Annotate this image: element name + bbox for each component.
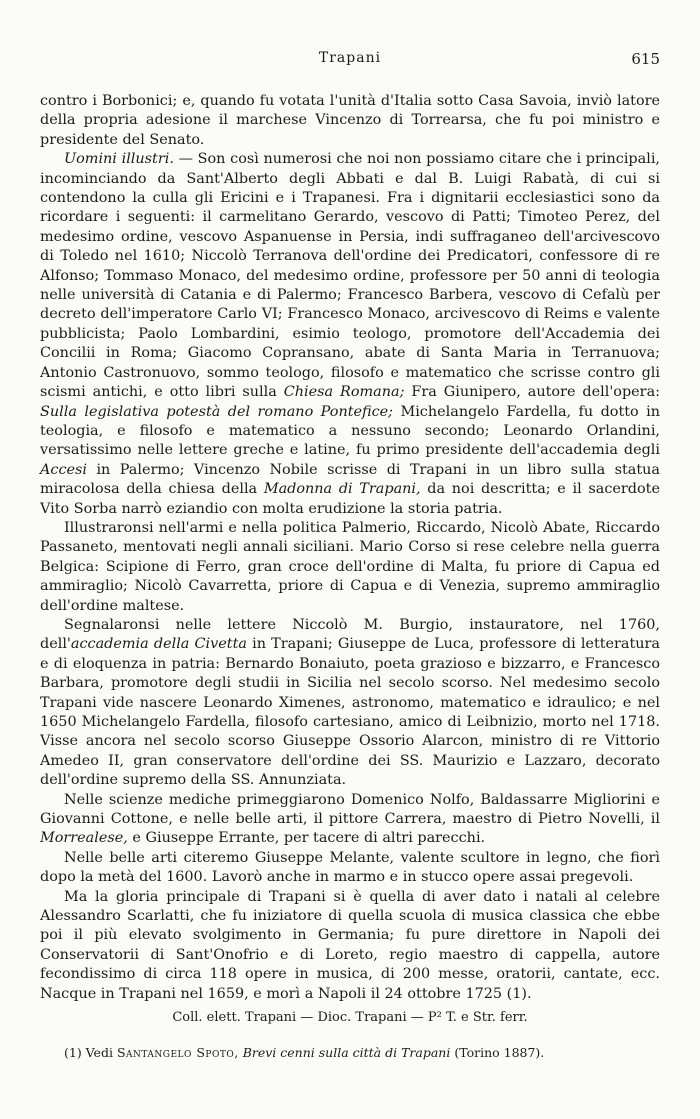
paragraph [40,616,660,791]
italic-text: Uomini illustri. [64,151,174,168]
author-name: Santangelo Spoto, [116,1045,239,1060]
paragraph [40,519,660,616]
italic-text: Morrealese, [40,830,128,847]
text-run: (1) Vedi [64,1045,117,1060]
text-run: Nelle belle arti citeremo Giuseppe Melante, valente scultore in legno, che fiorì dopo la metà del 1600. Lavorò anche in marmo e in stucco opere assai pregevoli. [40,849,660,886]
paragraph [40,150,660,519]
page-number: 615 [631,50,660,68]
italic-text: Madonna di Trapani, [263,481,421,498]
footnote [64,1045,660,1060]
page-header [40,50,660,72]
text-run: Ma la gloria principale di Trapani si è quella di aver dato i natali al celebre Alessandro Scarlatti, che fu iniziatore di quella scuola di musica classica che ebbe poi il più elevato svolgimento in Germania; fu pure direttore in Napoli dei Conservatorii di Sant'Onofrio e di Loreto, regio maestro di cappella, autore fecondissimo di circa 118 opere in musica, di 200 messe, oratorii, cantate, ecc. Nacque in Trapani nel 1659, e morì a Napoli il 24 ottobre 1725 (1). [40,888,660,1002]
text-run: Fra Giunipero, autore dell'opera: [404,384,660,401]
text-run: Segnalaronsi nelle lettere Niccolò M. Burgio, instauratore, nel 1760, dell' [40,616,660,653]
text-run: (Torino 1887). [450,1045,545,1060]
body-text [40,92,660,1028]
running-head: Trapani [318,50,382,66]
text-run: Nelle scienze mediche primeggiarono Domenico Nolfo, Baldassarre Migliorini e Giovanni Cottone, e nelle belle arti, il pittore Carrera, maestro di Pietro Novelli, il [40,791,660,828]
italic-text: accademia della Civetta [70,636,247,653]
paragraph [40,791,660,849]
text-run: Michelangelo Fardella, fu dotto in teologia, e filosofo e matematico a nessuno secondo; Leonardo Orlandini, versatissimo nelle lettere greche e latine, fu primo presidente dell'accademia degli [40,403,660,459]
text-run: e Giuseppe Errante, per tacere di altri parecchi. [127,830,486,847]
text-run: in Trapani; Giuseppe de Luca, professore di letteratura e di eloquenza in patria: Bernardo Bonaiuto, poeta grazioso e bizzarro, e Francesco Barbara, promotore degli studii in Sicilia nel secolo scorso. Nel medesimo secolo Trapani vide nascere Leonardo Ximenes, astronomo, matematico e idraulico; e nel 1650 Michelangelo Fardella, filosofo cartesiano, amico di Leibnizio, morto nel 1718. Visse ancora nel secolo scorso Giuseppe Ossorio Alarcon, ministro di re Vittorio Amedeo II, gran conservatore dell'ordine dei SS. Maurizio e Lazzaro, decorato dell'ordine supremo della SS. Annunziata. [40,636,660,789]
paragraph [40,888,660,1004]
italic-text: Accesi [40,461,88,478]
text-run: — Son così numerosi che noi non possiamo citare che i principali, incominciando da Sant'Alberto degli Abbati e dal B. Luigi Rabatà, di cui si contendono la culla gli Ericini e i Trapanesi. Fra i dignitarii ecclesiastici sono da ricordare i seguenti: il carmelitano Gerardo, vescovo di Patti; Timoteo Perez, del medesimo ordine, vescovo Aspanuense in Persia, indi suffraganeo dell'arcivescovo di Toledo nel 1610; Niccolò Terranova dell'ordine dei Predicatori, confessore di re Alfonso; Tommaso Monaco, del medesimo ordine, professore per 50 anni di teologia nelle università di Catania e di Palermo; Francesco Barbera, vescovo di Cefalù per decreto dell'imperatore Carlo VI; Francesco Monaco, arcivescovo di Reims e valente pubblicista; Paolo Lombardini, esimio teologo, promotore dell'Accademia dei Concilii in Roma; Giacomo Copransano, abate di Santa Maria in Terranuova; Antonio Castronuovo, sommo teologo, filosofo e matematico che scrisse contro gli scismi antichi, e otto libri sulla [40,151,660,401]
source-line: Coll. elett. Trapani — Dioc. Trapani — P² T. e Str. ferr. [172,1010,528,1026]
text-run: da noi descritta; e il sacerdote Vito Sorba narrò eziandio con molta erudizione la storia patria. [40,481,660,517]
italic-text: Chiesa Romana; [283,384,405,401]
paragraph [40,849,660,888]
text-run: in Palermo; Vincenzo Nobile scrisse di Trapani in un libro sulla statua miracolosa della chiesa della [40,461,660,498]
text-run: Illustraronsi nell'armi e nella politica Palmerio, Riccardo, Nicolò Abate, Riccardo Passaneto, mentovati negli annali siciliani. Mario Corso si rese celebre nella guerra Belgica: Scipione di Ferro, gran croce dell'ordine di Malta, fu priore di Capua ed ammiraglio; Nicolò Cavarretta, priore di Capua e di Venezia, supremo ammiraglio dell'ordine maltese. [40,519,660,614]
italic-text: Sulla legislativa potestà del romano Pontefice; [40,403,394,420]
paragraph [40,92,660,150]
italic-text: Brevi cenni sulla città di Trapani [242,1045,451,1060]
text-run: contro i Borbonici; e, quando fu votata l'unità d'Italia sotto Casa Savoia, inviò latore della propria adesione il marchese Vincenzo di Torrearsa, che fu poi ministro e presidente del Senato. [40,93,660,148]
